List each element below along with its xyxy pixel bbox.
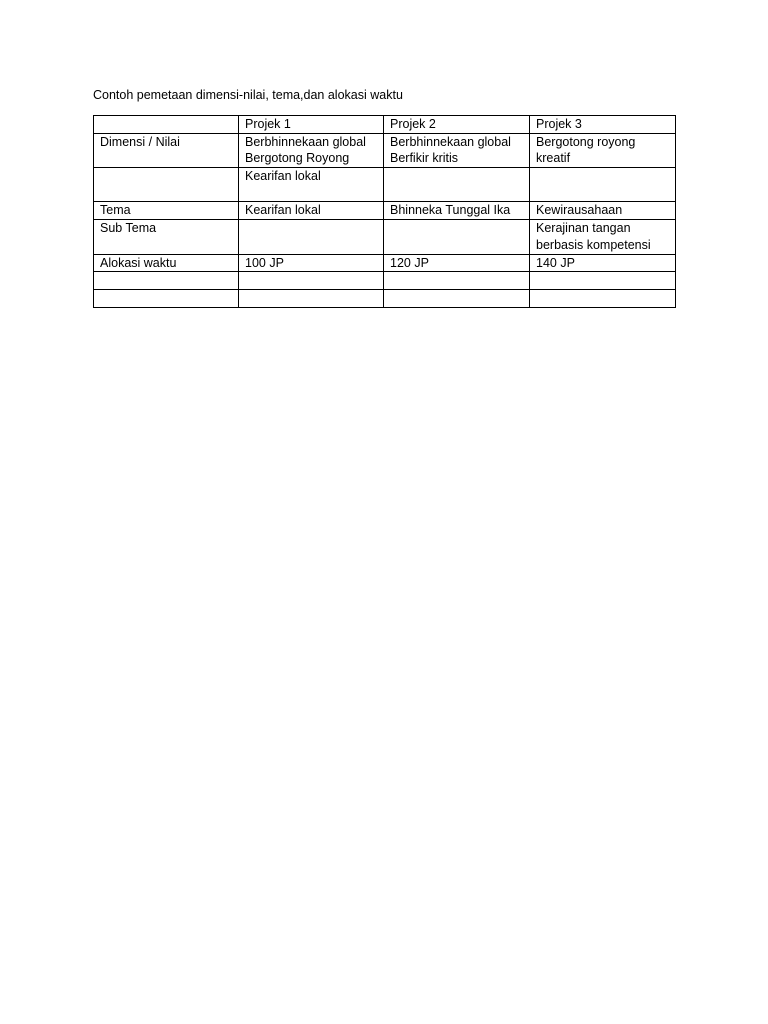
cell-empty [94,289,239,307]
mapping-table [93,115,676,308]
table-row-sub-tema [94,220,676,254]
cell-empty [530,272,676,290]
cell-dimensi-projek-1 [239,133,384,167]
row-label-dimensi [94,133,239,167]
cell-line: berbasis kompetensi [536,237,651,252]
cell-alokasi-projek-3: 140 JP [530,254,676,272]
cell-dimensi-projek-3 [530,133,676,167]
cell-line: Bergotong Royong [245,151,350,166]
header-cell-projek-2: Projek 2 [384,116,530,134]
cell-empty [94,272,239,290]
cell-line: Kearifan lokal [245,169,321,184]
cell-line: kreatif [536,151,571,166]
cell-tema-projek-3: Kewirausahaan [530,202,676,220]
row-label-sub-tema [94,220,239,254]
header-cell-projek-1: Projek 1 [239,116,384,134]
cell-empty [530,289,676,307]
cell-tema-projek-1: Kearifan lokal [239,202,384,220]
cell-line: Berbhinnekaan global [245,134,366,149]
table-row-tema [94,202,676,220]
table-header-row [94,116,676,134]
cell-line: Dimensi / Nilai [100,134,180,149]
cell-empty [384,220,530,254]
header-cell-projek-3: Projek 3 [530,116,676,134]
table-row-empty [94,272,676,290]
cell-line: Berbhinnekaan global [390,134,511,149]
cell-tema-projek-2: Bhinneka Tunggal Ika [384,202,530,220]
table-row-empty [94,289,676,307]
table-row-alokasi [94,254,676,272]
cell-empty [384,289,530,307]
cell-empty [530,168,676,202]
cell-empty [239,272,384,290]
row-label-tema: Tema [94,202,239,220]
cell-empty [384,168,530,202]
document-title: Contoh pemetaan dimensi-nilai, tema,dan alokasi waktu [93,88,403,102]
cell-empty [239,289,384,307]
cell-empty [94,168,239,202]
cell-alokasi-projek-2: 120 JP [384,254,530,272]
cell-line: Kerajinan tangan [536,221,631,236]
cell-dimensi-extra-projek-1 [239,168,384,202]
cell-line: Berfikir kritis [390,151,459,166]
row-label-alokasi: Alokasi waktu [94,254,239,272]
table-row-dimensi [94,133,676,167]
cell-line: Bergotong royong [536,134,636,149]
table-row-dimensi-extra [94,168,676,202]
cell-sub-tema-projek-3 [530,220,676,254]
cell-empty [239,220,384,254]
cell-line: Sub Tema [100,221,157,236]
cell-empty [384,272,530,290]
cell-dimensi-projek-2 [384,133,530,167]
header-cell-empty [94,116,239,134]
cell-alokasi-projek-1: 100 JP [239,254,384,272]
